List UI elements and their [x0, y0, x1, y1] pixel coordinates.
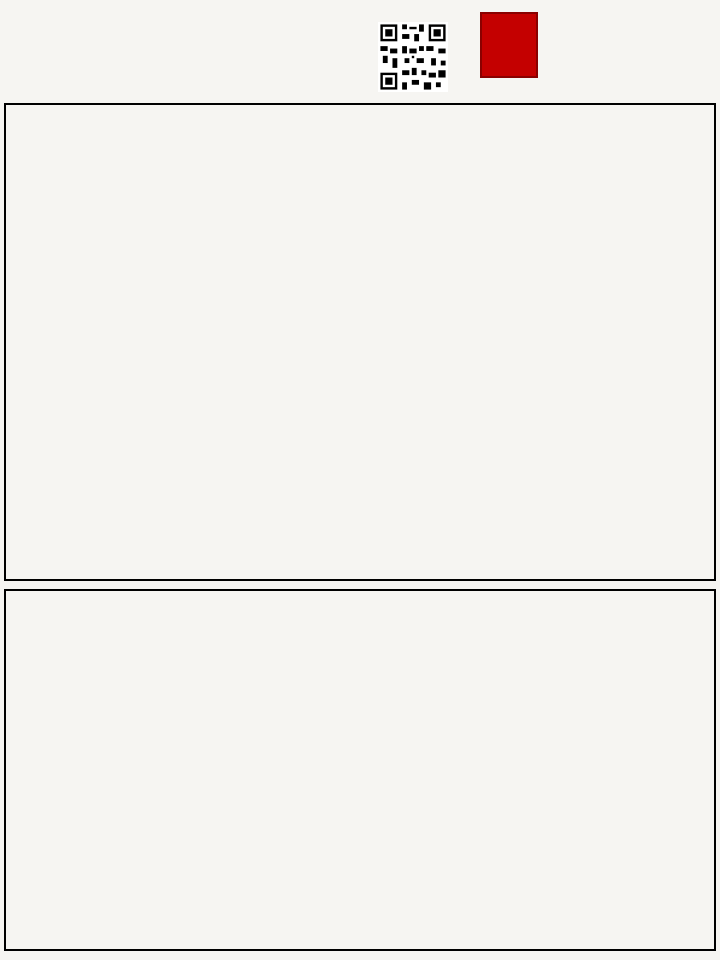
red-seal-stamp [480, 12, 538, 78]
qr-code-icon [378, 22, 448, 92]
annual-years-grid [4, 589, 716, 951]
chart-main-board [4, 103, 716, 581]
